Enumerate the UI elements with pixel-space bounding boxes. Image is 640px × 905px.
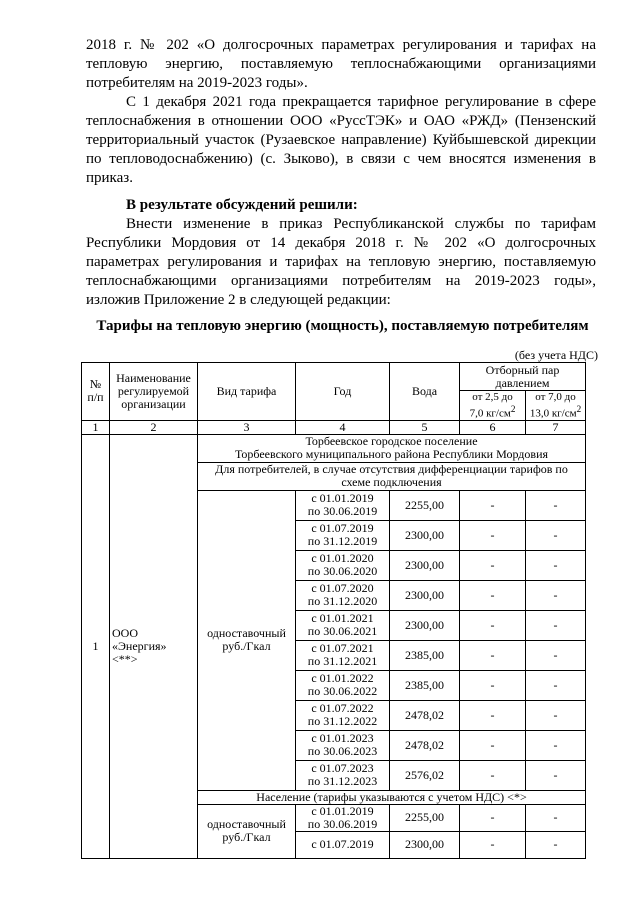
period-to: по 30.06.2019 [307, 504, 378, 519]
steam-high-value: - [526, 730, 586, 760]
paragraph-order-reference: 2018 г. № 202 «О долгосрочных параметрах регулирования и тарифах на тепловую энергию, поставляемую теплоснабжающими организациями потребителям на 2019-2023 годы». [86, 37, 596, 91]
steam-high-value: - [526, 520, 586, 550]
header-water: Вода [390, 363, 460, 421]
period-cell [296, 550, 390, 580]
steam-low-value: - [460, 610, 526, 640]
steam-low-value: - [460, 640, 526, 670]
period-to: по 30.06.2019 [307, 816, 378, 831]
period-cell [296, 670, 390, 700]
period-to: по 30.06.2020 [307, 564, 378, 579]
period-from: с 01.07.2021 [311, 641, 374, 656]
header-steam-low [460, 391, 526, 421]
tariff-type-line2: руб./Гкал [222, 639, 271, 654]
col-number: 7 [526, 420, 586, 434]
vat-note: (без учета НДС) [514, 348, 598, 362]
org-name-line2: «Энергия» [112, 638, 167, 653]
header-steam-high-sup: 2 [576, 404, 582, 414]
org-name-line3: <**> [112, 651, 138, 666]
period-cell [296, 490, 390, 520]
row-number: 1 [82, 434, 110, 858]
water-tariff-value: 2300,00 [390, 550, 460, 580]
period-from: с 01.01.2019 [311, 804, 374, 818]
steam-low-value: - [460, 670, 526, 700]
period-to: по 31.12.2021 [307, 654, 378, 669]
water-tariff-value: 2478,02 [390, 730, 460, 760]
steam-low-value: - [460, 520, 526, 550]
group-population: Население (тарифы указываются с учетом НДС) <*> [198, 790, 586, 804]
col-number: 6 [460, 420, 526, 434]
steam-high-value: - [526, 700, 586, 730]
col-number: 4 [296, 420, 390, 434]
period-cell [296, 580, 390, 610]
period-to: по 30.06.2022 [307, 684, 378, 699]
col-number: 3 [198, 420, 296, 434]
tariff-type-line1: одноставочный [207, 626, 286, 641]
col-number: 1 [82, 420, 110, 434]
period-from: с 01.07.2019 [311, 837, 374, 852]
header-type: Вид тарифа [198, 363, 296, 421]
header-steam-high-a: от 7,0 до [535, 391, 576, 403]
period-from: с 01.01.2021 [311, 611, 374, 626]
steam-high-value: - [526, 760, 586, 790]
period-cell [296, 831, 390, 858]
period-from: с 01.07.2023 [311, 761, 374, 776]
period-from: с 01.01.2019 [311, 491, 374, 506]
steam-high-value: - [526, 804, 586, 831]
org-name-line1: ООО [112, 625, 138, 640]
period-from: с 01.07.2022 [311, 701, 374, 716]
tariff-type-line1: одноставочный [207, 817, 286, 832]
period-cell [296, 730, 390, 760]
tariff-table [81, 362, 586, 859]
header-num: № п/п [82, 363, 110, 421]
header-org: Наименование регулируемой организации [110, 363, 198, 421]
water-tariff-value: 2385,00 [390, 640, 460, 670]
col-number: 2 [110, 420, 198, 434]
period-cell [296, 804, 390, 831]
water-tariff-value: 2255,00 [390, 804, 460, 831]
steam-low-value: - [460, 730, 526, 760]
steam-high-value: - [526, 640, 586, 670]
period-to: по 31.12.2019 [307, 534, 378, 549]
header-steam-low-sup: 2 [510, 404, 516, 414]
settlement-line1: Торбеевское городское поселение [305, 434, 478, 449]
period-cell [296, 520, 390, 550]
population-tariff-type [198, 804, 296, 858]
steam-low-value: - [460, 831, 526, 858]
period-cell [296, 760, 390, 790]
table-title: Тарифы на тепловую энергию (мощность), поставляемую потребителям [96, 318, 589, 334]
period-cell [296, 700, 390, 730]
period-to: по 31.12.2023 [307, 774, 378, 789]
period-from: с 01.01.2023 [311, 731, 374, 746]
steam-low-value: - [460, 490, 526, 520]
period-cell [296, 640, 390, 670]
group-nondiff: Для потребителей, в случае отсутствия дифференциации тарифов по схеме подключения [198, 462, 586, 490]
steam-low-value: - [460, 700, 526, 730]
steam-low-value: - [460, 550, 526, 580]
header-steam-low-a: от 2,5 до [472, 391, 513, 403]
header-steam-low-b: 7,0 кг/см [469, 407, 511, 420]
settlement-line2: Торбеевского муниципального района Республики Мордовия [234, 447, 549, 462]
period-from: с 01.07.2019 [311, 521, 374, 536]
water-tariff-value: 2385,00 [390, 670, 460, 700]
water-tariff-value: 2576,02 [390, 760, 460, 790]
header-steam-high-b: 13,0 кг/см [529, 407, 577, 420]
water-tariff-value: 2255,00 [390, 490, 460, 520]
steam-low-value: - [460, 580, 526, 610]
steam-high-value: - [526, 610, 586, 640]
period-to: по 30.06.2023 [307, 744, 378, 759]
period-to: по 31.12.2022 [307, 714, 378, 729]
steam-high-value: - [526, 490, 586, 520]
period-to: по 31.12.2020 [307, 594, 378, 609]
water-tariff-value: 2478,02 [390, 700, 460, 730]
water-tariff-value: 2300,00 [390, 831, 460, 858]
steam-high-value: - [526, 580, 586, 610]
header-steam: Отборный пар давлением [460, 363, 586, 391]
period-from: с 01.07.2020 [311, 581, 374, 596]
org-name [110, 434, 198, 858]
period-cell [296, 610, 390, 640]
col-number: 5 [390, 420, 460, 434]
water-tariff-value: 2300,00 [390, 610, 460, 640]
settlement-header [198, 434, 586, 462]
period-to: по 30.06.2021 [307, 624, 378, 639]
paragraph-decision-text: Внести изменение в приказ Республиканской службы по тарифам Республики Мордовия от 14 декабря 2018 г. № 202 «О долгосрочных параметрах регулирования и тарифах на тепловую энергию, поставляемую теплоснабжающими организациями потребителям на 2019-2023 годы», изложив Приложение 2 в следующей редакции: [86, 216, 596, 308]
water-tariff-value: 2300,00 [390, 580, 460, 610]
paragraph-decision-heading: В результате обсуждений решили: [126, 197, 358, 213]
header-year: Год [296, 363, 390, 421]
period-from: с 01.01.2022 [311, 671, 374, 686]
paragraph-tariff-termination: С 1 декабря 2021 года прекращается тарифное регулирование в сфере теплоснабжения в отношении ООО «РуссТЭК» и ОАО «РЖД» (Пензенский территориальный участок (Рузаевское направление) Куйбышевской дирекции по тепловодоснабжению) (с. Зыково), в связи с чем вносятся изменения в приказ. [86, 94, 596, 186]
steam-high-value: - [526, 550, 586, 580]
steam-low-value: - [460, 760, 526, 790]
steam-high-value: - [526, 831, 586, 858]
water-tariff-value: 2300,00 [390, 520, 460, 550]
period-from: с 01.01.2020 [311, 551, 374, 566]
tariff-type-line2: руб./Гкал [222, 830, 271, 845]
steam-low-value: - [460, 804, 526, 831]
steam-high-value: - [526, 670, 586, 700]
nondiff-tariff-type [198, 490, 296, 790]
header-steam-high [526, 391, 586, 421]
